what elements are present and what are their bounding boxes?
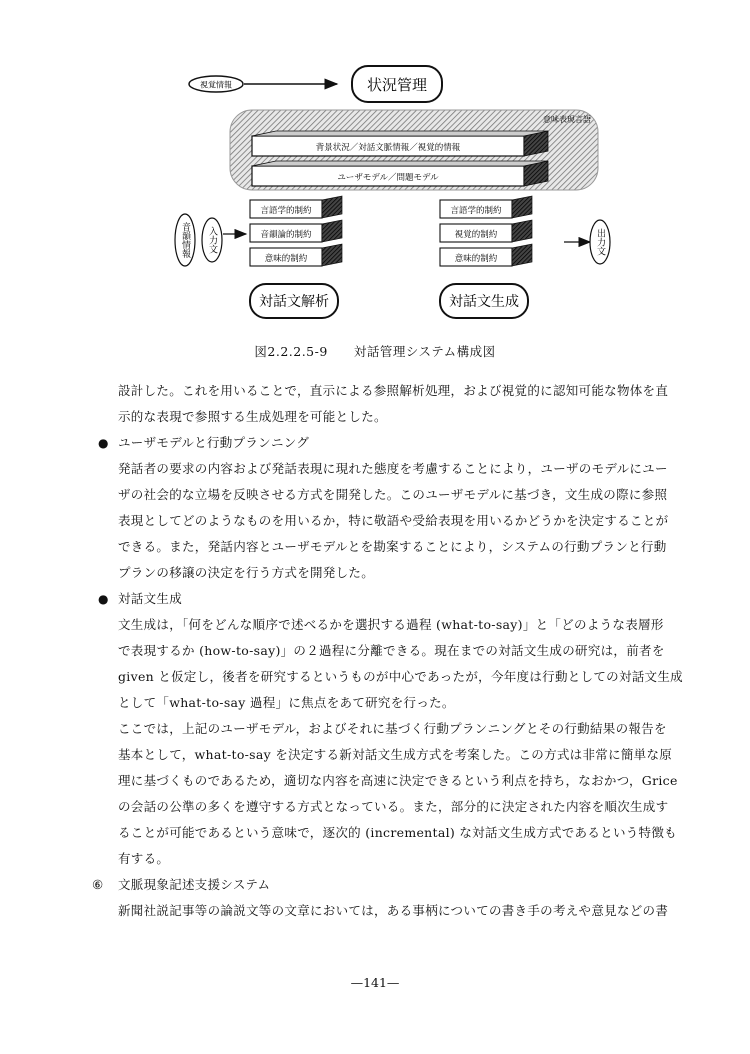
p5-line1: 新聞社説記事等の論説文等の文章においては，ある事柄についての書き手の考えや意見などの書 (118, 903, 669, 918)
bullet1-dot: ● (98, 436, 109, 450)
p4-line4: の会話の公準の多くを遵守する方式となっている。また，部分的に決定された内容を順次生成す (118, 799, 669, 814)
bullet2 (98, 586, 693, 612)
analysis-constraints (250, 196, 342, 266)
situation-management-label: 状況管理 (366, 76, 428, 94)
layer-background-label: 背景状況／対話文脈情報／視覚的情報 (315, 143, 461, 153)
p1-line1: 設計した。これを用いることで，直示による参照解析処理，および視覚的に認知可能な物体を直 (118, 383, 669, 398)
generation-constraint-2: 視覚的制約 (454, 230, 498, 240)
p2-line4: できる。また，発話内容とユーザモデルとを勘案することにより，システムの行動プランと行動 (118, 539, 667, 554)
p3-line1: 文生成は，「何をどんな順序で述べるかを選択する過程 (what-to-say)」と「どのような表層形 (118, 617, 664, 632)
section6-number: ⑥ (92, 877, 104, 892)
p3-line2: で表現するか (how-to-say)」の２過程に分離できる。現在までの対話文生成の研究は，前者を (118, 643, 665, 658)
p4-line5: ることが可能であるという意味で，逐次的 (incremental) な対話文生成方式であるという特徴も (118, 825, 677, 840)
analysis-constraint-1: 言語学的制約 (260, 206, 312, 216)
page-number: —141— (350, 975, 400, 990)
figure-caption: 図2.2.2.5-9 対話管理システム構成図 (254, 344, 496, 359)
generation-constraints (440, 196, 532, 266)
p4-line1: ここでは，上記のユーザモデル，およびそれに基づく行動プランニングとその行動結果の報告を (118, 721, 667, 736)
bullet2-heading: 対話文生成 (118, 591, 183, 606)
dialogue-generation-label: 対話文生成 (449, 294, 519, 310)
section6-heading: 文脈現象記述支援システム (118, 877, 271, 892)
p3-line3: given と仮定し，後者を研究するというものが中心であったが，今年度は行動としての対話文生成 (118, 669, 683, 684)
p4-line6: 有する。 (118, 851, 170, 866)
dialogue-analysis-label: 対話文解析 (259, 294, 329, 310)
analysis-constraint-3: 意味的制約 (264, 254, 308, 264)
layer-user-label: ユーザモデル／問題モデル (337, 173, 439, 183)
analysis-constraint-2: 音韻論的制約 (260, 230, 312, 240)
p2-line2: ザの社会的な立場を反映させる方式を開発した。このユーザモデルに基づき，文生成の際に参照 (118, 487, 668, 502)
generation-constraint-1: 言語学的制約 (450, 206, 502, 216)
generation-constraint-3: 意味的制約 (454, 254, 498, 264)
p2-line5: プランの移譲の決定を行う方式を開発した。 (118, 565, 375, 580)
visual-info-label: 視覚情報 (200, 80, 232, 90)
p2-line3: 表現としてどのようなものを用いるか，特に敬語や受給表現を用いるかどうかを決定することが (118, 513, 669, 528)
p4-line2: 基本として，what-to-say を決定する新対話文生成方式を考案した。この方式は非常に簡単な原 (118, 747, 673, 762)
output-text-label: 出力文 (595, 228, 605, 256)
body-text (92, 378, 693, 924)
p3-line4: として「what-to-say 過程」に焦点をあて研究を行った。 (118, 695, 455, 710)
bullet1 (98, 430, 693, 456)
p2-line1: 発話者の要求の内容および発話表現に現れた態度を考慮することにより，ユーザのモデルにユー (118, 461, 668, 476)
phonetic-info-label: 音韻情報 (180, 222, 190, 258)
semantic-language-label: 意味表現言語 (543, 115, 591, 124)
p4-line3: 理に基づくものであるため，適切な内容を高速に決定できるという利点を持ち，なおかつ，Grice (118, 773, 678, 788)
system-architecture-diagram (0, 0, 750, 340)
bullet1-heading: ユーザモデルと行動プランニング (118, 435, 310, 450)
input-text-label: 入力文 (207, 226, 217, 254)
p1-line2: 示的な表現で参照する生成処理を可能とした。 (118, 409, 387, 424)
bullet2-dot: ● (98, 592, 109, 606)
section6 (92, 872, 693, 898)
